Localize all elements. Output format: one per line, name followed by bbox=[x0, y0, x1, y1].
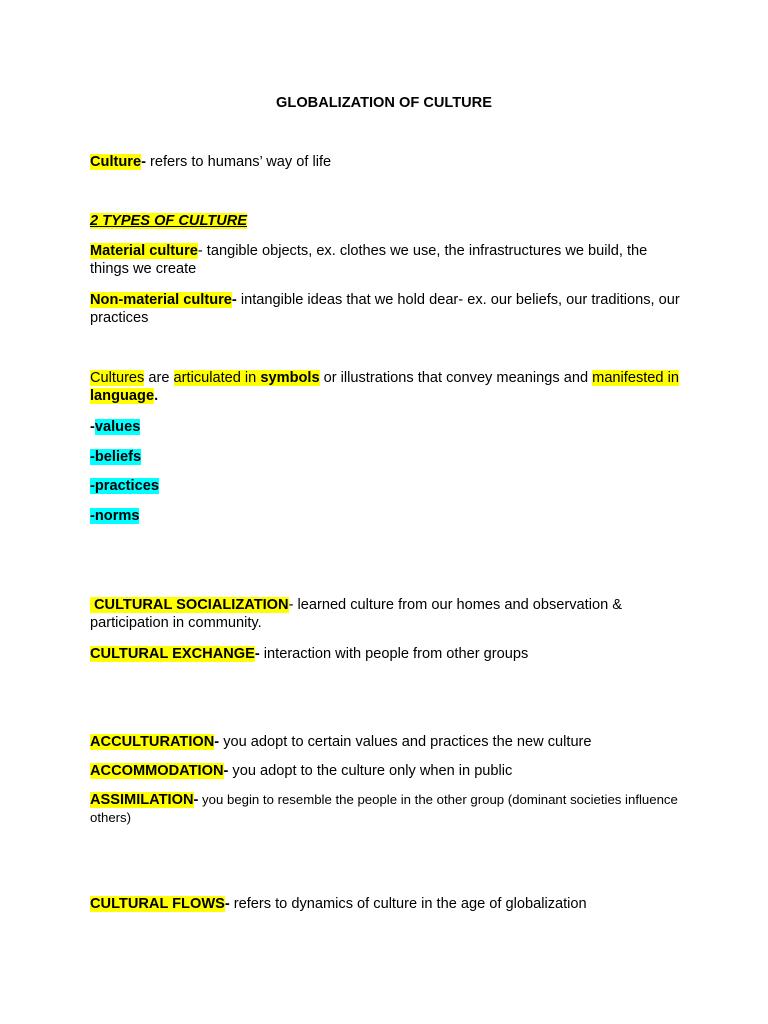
types-heading-text: 2 TYPES OF CULTURE bbox=[90, 213, 248, 229]
cultural-exchange-term: CULTURAL EXCHANGE bbox=[90, 646, 255, 662]
cultural-socialization-definition bbox=[90, 596, 680, 632]
culture-dash: - bbox=[141, 154, 146, 170]
articulated-period: . bbox=[154, 388, 159, 404]
acculturation-dash: - bbox=[214, 734, 220, 750]
assimilation-term: ASSIMILATION bbox=[90, 792, 194, 808]
articulated-w6: manifested in bbox=[592, 370, 679, 386]
cultural-exchange-text: interaction with people from other groups bbox=[259, 646, 529, 662]
cultural-flows-definition bbox=[90, 895, 680, 913]
cultural-flows-dash: - bbox=[224, 896, 230, 912]
element-practices-word: -practices bbox=[90, 478, 159, 494]
nonmaterial-culture-text: intangible ideas that we hold dear- ex. our beliefs, our traditions, our practices bbox=[90, 292, 680, 326]
acculturation-definition bbox=[90, 733, 680, 751]
articulated-w1: Cultures bbox=[90, 370, 145, 386]
culture-definition bbox=[90, 153, 680, 171]
cultural-flows-term: CULTURAL FLOWS bbox=[90, 896, 225, 912]
acculturation-term: ACCULTURATION bbox=[90, 734, 215, 750]
acculturation-text: you adopt to certain values and practices the new culture bbox=[219, 734, 592, 750]
culture-text: refers to humans’ way of life bbox=[145, 154, 332, 170]
articulated-language: language bbox=[90, 388, 155, 404]
element-values bbox=[90, 418, 680, 436]
accommodation-term: ACCOMMODATION bbox=[90, 763, 224, 779]
cultural-exchange-dash: - bbox=[254, 646, 260, 662]
nonmaterial-culture-term: Non-material culture bbox=[90, 292, 232, 308]
material-culture-text: - tangible objects, ex. clothes we use, the infrastructures we build, the things we create bbox=[90, 243, 648, 277]
accommodation-text: you adopt to the culture only when in public bbox=[228, 763, 513, 779]
element-values-dash: - bbox=[90, 419, 95, 435]
articulated-w2: are bbox=[144, 370, 174, 386]
assimilation-text: you begin to resemble the people in the other group (dominant societies influence others) bbox=[90, 792, 678, 825]
material-culture-term: Material culture bbox=[90, 243, 198, 259]
element-beliefs-word: -beliefs bbox=[90, 449, 142, 465]
material-culture-definition bbox=[90, 242, 680, 278]
culture-term: Culture bbox=[90, 154, 142, 170]
page-title: GLOBALIZATION OF CULTURE bbox=[276, 95, 492, 111]
articulated-paragraph bbox=[90, 369, 680, 405]
accommodation-dash: - bbox=[223, 763, 229, 779]
articulated-symbols: symbols bbox=[260, 370, 320, 386]
cultural-flows-text: refers to dynamics of culture in the age of globalization bbox=[229, 896, 587, 912]
element-norms bbox=[90, 507, 680, 525]
assimilation-dash: - bbox=[193, 792, 199, 808]
assimilation-definition bbox=[90, 791, 680, 827]
nonmaterial-dash: - bbox=[231, 292, 237, 308]
element-values-word: values bbox=[94, 419, 141, 435]
articulated-w5: or illustrations that convey meanings and bbox=[319, 370, 593, 386]
nonmaterial-culture-definition bbox=[90, 291, 680, 327]
cultural-exchange-definition bbox=[90, 645, 680, 663]
cultural-socialization-term: CULTURAL SOCIALIZATION bbox=[90, 597, 289, 613]
accommodation-definition bbox=[90, 762, 680, 780]
element-beliefs bbox=[90, 448, 680, 466]
types-heading bbox=[90, 212, 680, 230]
cultural-socialization-text: - learned culture from our homes and observation & participation in community. bbox=[90, 597, 622, 631]
element-practices bbox=[90, 477, 680, 495]
element-norms-word: -norms bbox=[90, 508, 140, 524]
articulated-w3: articulated in bbox=[173, 370, 261, 386]
